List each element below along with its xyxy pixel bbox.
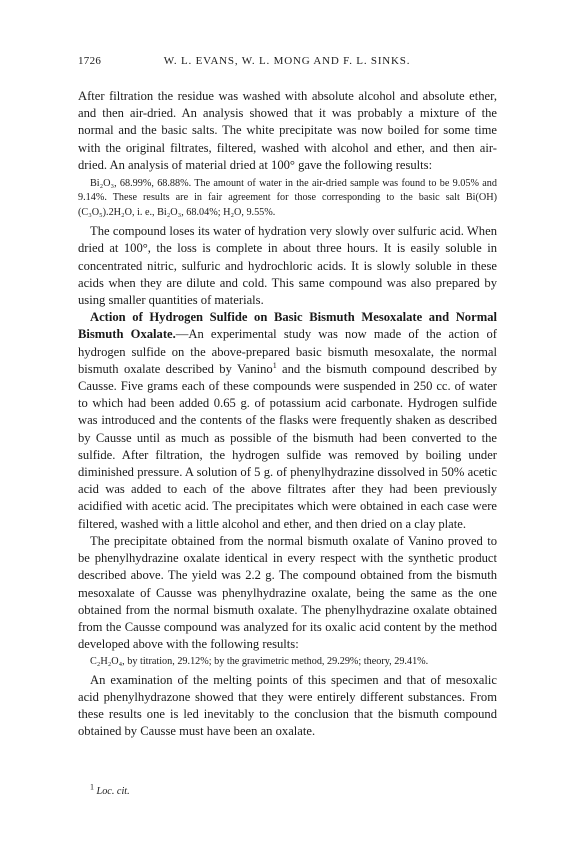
footnote-marker: 1 bbox=[90, 782, 94, 792]
footnote-reference[interactable]: 1 bbox=[272, 360, 277, 370]
paragraph-vanino-precipitate: The precipitate obtained from the normal bismuth oxalate of Vanino proved to be phenylhydrazine oxalate identical in every respect with the synthetic product described above. The yield was 2.2 g. The compound obtained from the bismuth mesoxalate of Causse was phenylhydrazine oxalate, being the same as the one obtained from the normal bismuth oxalate. The phenylhydrazine oxalate obtained from the Causse compound was analyzed for its oxalic acid content by the method developed above with the following results: bbox=[78, 533, 497, 652]
analysis-results-note: Bi₂O₃, 68.99%, 68.88%. The amount of water in the air-dried sample was found to be 9.05% and 9.14%. These results are in fair agreement for those corresponding to the basic salt Bi(OH)(C₃O₅).2H₂O, i. e., Bi₂O₃, 68.04%; H₂O, 9.55%. bbox=[78, 178, 497, 218]
paragraph-residue-washing: After filtration the residue was washed with absolute alcohol and absolute ether, and then air-dried. An analysis showed that it was probably a mixture of the normal and the basic salts. The white precipitate was now boiled for some time with the original filtrates, filtered, washed with alcohol and ether, and then air-dried. An analysis of material dried at 100° gave the following results: bbox=[78, 89, 497, 172]
footnote bbox=[78, 782, 497, 799]
oxalic-acid-analysis-formula: C₂H₂O₄, by titration, 29.12%; by the gravimetric method, 29.29%; theory, 29.41%. bbox=[90, 656, 429, 668]
paragraph-hydration-loss: The compound loses its water of hydration very slowly over sulfuric acid. When dried at 100°, the loss is complete in about three hours. It is easily soluble in concentrated nitric, sulfuric and hydrochloric acids. It is slowly soluble in these acids when they are dilute and cold. This same compound was also prepared by using smaller quantities of materials. bbox=[78, 224, 497, 308]
footnote-text: Loc. cit. bbox=[96, 786, 130, 797]
page-number: 1726 bbox=[78, 55, 102, 67]
paragraph-conclusion: An examination of the melting points of this specimen and that of mesoxalic acid phenylhydrazone showed that they were entirely different substances. From these results one is led inevitably to the conclusion that the bismuth compound obtained by Causse must have been an oxalate. bbox=[78, 672, 497, 739]
running-head bbox=[78, 55, 496, 71]
article-body bbox=[78, 88, 497, 741]
paragraph-text-part-2: and the bismuth compound described by Causse. Five grams each of these compounds were suspended in 250 cc. of water to which had been added 0.65 g. of potassium acid carbonate. Hydrogen sulfide was introduced and the contents of the flasks were frequently shaken as described by Causse until as much as possible of the bismuth had been converted to the sulfide. After filtration, the hydrogen sulfide was removed by boiling under diminished pressure. A solution of 5 g. of phenylhydrazine dissolved in 50% acetic acid was added to each of the above filtrates after they had been previously acidified with acetic acid. The precipitates which were obtained in each case were filtered, washed with a little alcohol and ether, and then dried on a clay plate. bbox=[78, 361, 498, 531]
section-heading: Action of Hydrogen Sulfide on Basic Bismuth Mesoxalate and Normal Bismuth Oxalate. bbox=[78, 310, 497, 342]
running-head-authors: W. L. EVANS, W. L. MONG AND F. L. SINKS. bbox=[163, 55, 411, 67]
paragraph-text-part-1: —An experimental study was now made of the action of hydrogen sulfide on the above-prepared basic bismuth mesoxalate, the normal bismuth oxalate described by Vanino bbox=[78, 327, 497, 376]
paragraph-hydrogen-sulfide-action bbox=[78, 309, 497, 533]
